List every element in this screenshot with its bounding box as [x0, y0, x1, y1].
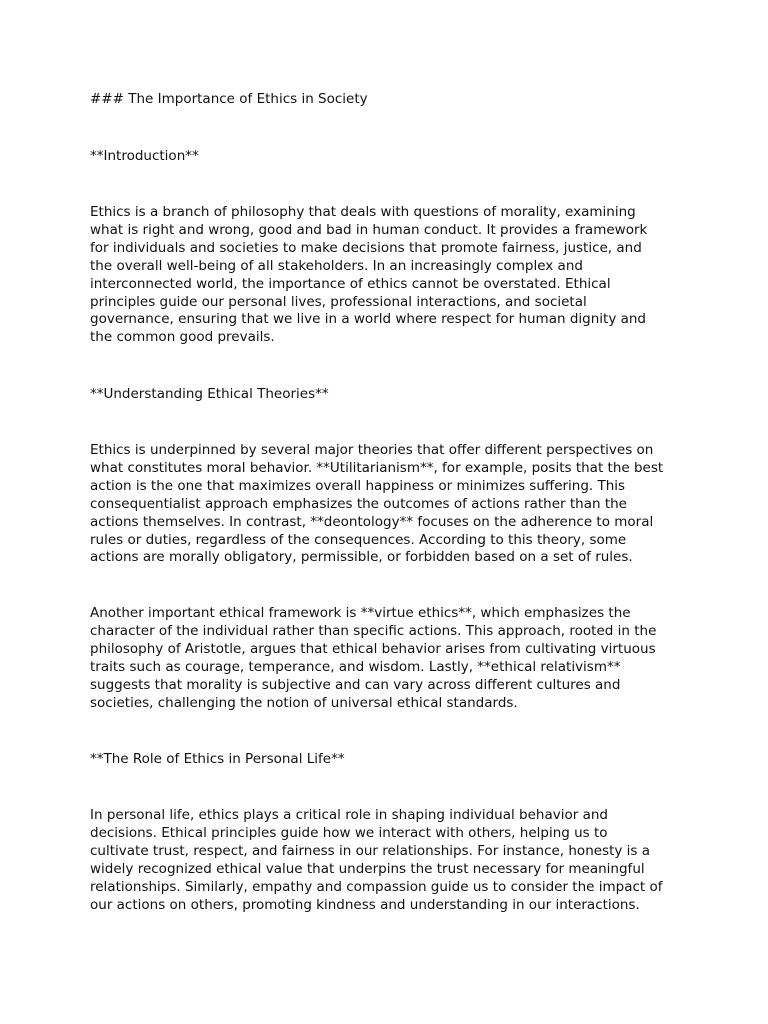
section-heading-personal-life: **The Role of Ethics in Personal Life**	[90, 751, 345, 767]
document-title: ### The Importance of Ethics in Society	[90, 91, 368, 107]
paragraph-introduction: Ethics is a branch of philosophy that deals with questions of morality, examining what is right and wrong, good and bad in human conduct. It provides a framework for individuals and societies to make decisions that promote fairness, justice, and the overall well-being of all stakeholders. In an increasingly complex and interconnected world, the importance of ethics cannot be overstated. Ethical principles guide our personal lives, professional interactions, and societal governance, ensuring that we live in a world where respect for human dignity and the common good prevails.	[90, 204, 648, 346]
paragraph-ethical-theories-1: Ethics is underpinned by several major theories that offer different perspectives on what constitutes moral behavior. **Utilitarianism**, for example, posits that the best action is the one that maximizes overall happiness or minimizes suffering. This consequentialist approach emphasizes the outcomes of actions rather than the actions themselves. In contrast, **deontology** focuses on the adherence to moral rules or duties, regardless of the consequences. According to this theory, some actions are morally obligatory, permissible, or forbidden based on a set of rules.	[90, 442, 664, 566]
section-heading-introduction: **Introduction**	[90, 148, 199, 164]
section-heading-ethical-theories: **Understanding Ethical Theories**	[90, 386, 329, 402]
paragraph-ethical-theories-2: Another important ethical framework is **virtue ethics**, which emphasizes the character of the individual rather than specific actions. This approach, rooted in the philosophy of Aristotle, argues that ethical behavior arises from cultivating virtuous traits such as courage, temperance, and wisdom. Lastly, **ethical relativism** suggests that morality is subjective and can vary across different cultures and societies, challenging the notion of universal ethical standards.	[90, 605, 657, 711]
paragraph-personal-life: In personal life, ethics plays a critical role in shaping individual behavior and decisions. Ethical principles guide how we interact with others, helping us to cultivate trust, respect, and fairness in our relationships. For instance, honesty is a widely recognized ethical value that underpins the trust necessary for meaningful relationships. Similarly, empathy and compassion guide us to consider the impact of our actions on others, promoting kindness and understanding in our interactions.	[90, 807, 663, 913]
